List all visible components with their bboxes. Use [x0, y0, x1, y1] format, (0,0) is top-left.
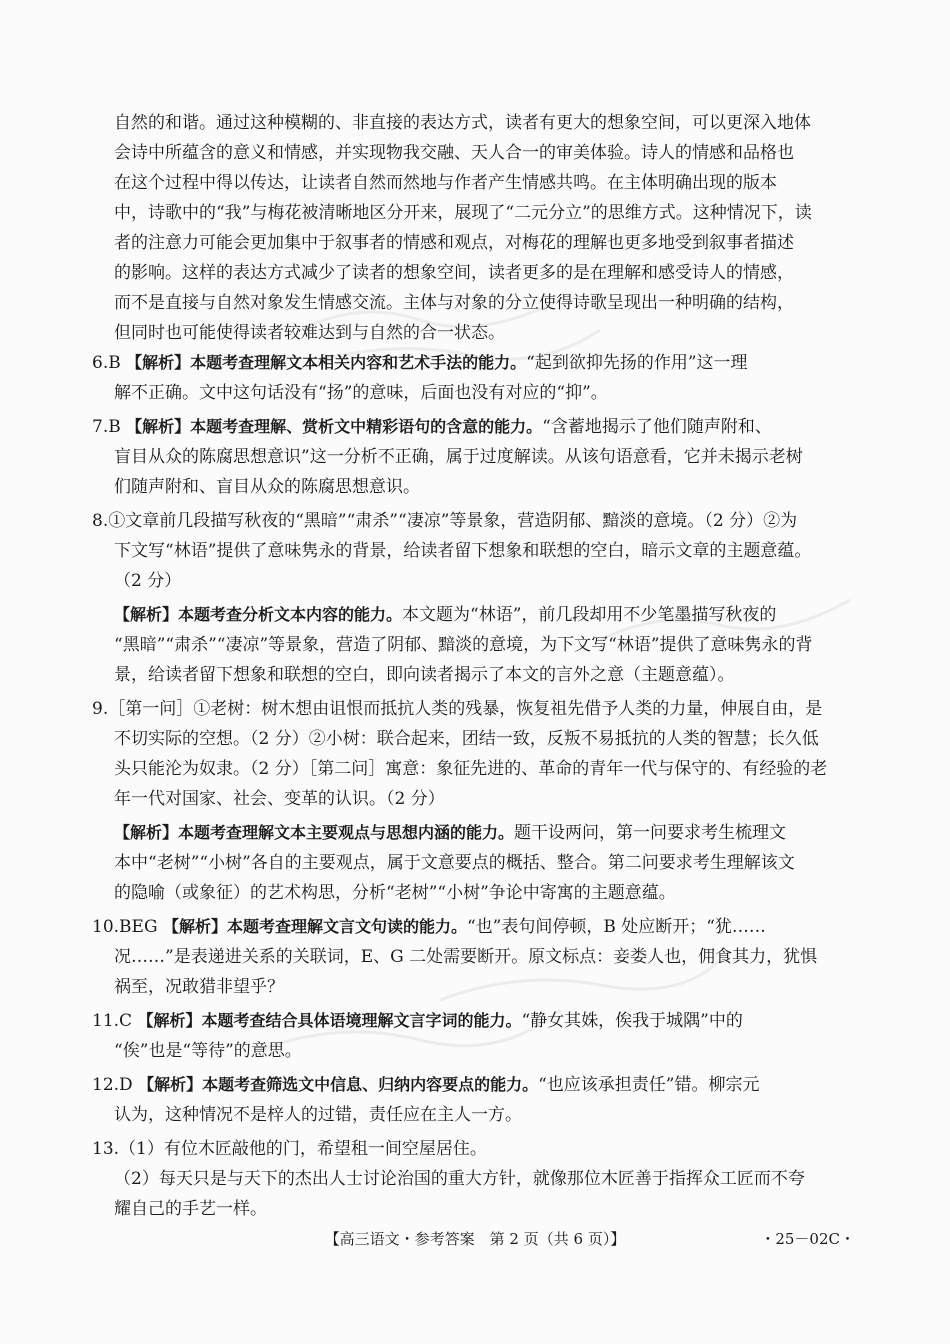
text-line: 但同时也可能使得读者较难达到与自然的合一状态。: [114, 323, 505, 343]
question-number: 8.: [92, 511, 109, 531]
footer-code: ・25－02C・: [760, 1230, 855, 1248]
text-line: （2 分）: [114, 571, 182, 591]
answer-text: （1）有位木匠敲他的门，希望租一间空屋居住。: [119, 1139, 487, 1159]
text-line: 盲目从众的陈腐思想意识”这一分析不正确，属于过度解读。从该句语意看，它并未揭示老树: [114, 447, 803, 467]
analysis-text: “也”表句间停顿，B 处应断开；“犹……: [466, 917, 766, 937]
question-number: 10.BEG: [92, 917, 158, 937]
page-footer: [0, 1224, 950, 1254]
question-number: 9.: [92, 699, 109, 719]
analysis-label: 【解析】本题考查筛选文中信息、归纳内容要点的能力。: [138, 1075, 539, 1094]
analysis-label: 【解析】本题考查理解文本相关内容和艺术手法的能力。: [126, 353, 527, 372]
text-line: 况……”是表递进关系的关联词，E、G 二处需要断开。原文标点：妾娄人也，佣食其力，犹惧: [114, 947, 818, 967]
question-number: 13.: [92, 1139, 120, 1159]
text-line: 在这个过程中得以传达，让读者自然而然地与作者产生情感共鸣。在主体明确出现的版本: [114, 173, 777, 193]
text-line: 不切实际的空想。（2 分）②小树：联合起来，团结一致，反叛不易抵抗的人类的智慧；长久低: [114, 729, 819, 749]
text-line: 会诗中所蕴含的意义和情感，并实现物我交融、天人合一的审美体验。诗人的情感和品格也: [114, 143, 794, 163]
answer-12: [92, 1070, 862, 1130]
continued-paragraph: [92, 108, 862, 348]
text-line: 而不是直接与自然对象发生情感交流。主体与对象的分立使得诗歌呈现出一种明确的结构，: [114, 293, 794, 313]
answer-8: [92, 506, 862, 690]
analysis-label: 【解析】本题考查理解、赏析文中精彩语句的含意的能力。: [126, 417, 543, 436]
analysis-label: 【解析】本题考查理解文本主要观点与思想内涵的能力。: [114, 823, 515, 842]
text-line: 年一代对国家、社会、变革的认识。（2 分）: [114, 789, 445, 809]
analysis-text: “静女其姝，俟我于城隅”中的: [521, 1011, 743, 1031]
text-line: 自然的和谐。通过这种模糊的、非直接的表达方式，读者有更大的想象空间，可以更深入地体: [114, 113, 811, 133]
text-line: 本中“老树”“小树”各自的主要观点，属于文意要点的概括、整合。第二问要求考生理解该文: [114, 853, 795, 873]
answer-13: [92, 1134, 862, 1224]
text-line: 祸至，况敢猎非望乎？: [114, 977, 284, 997]
question-number: 6.B: [92, 353, 121, 373]
text-line: “俟”也是“等待”的意思。: [114, 1041, 302, 1061]
analysis-text: 本文题为“林语”，前几段却用不少笔墨描写秋夜的: [402, 605, 777, 625]
text-line: （2）每天只是与天下的杰出人士讨论治国的重大方针，就像那位木匠善于指挥众工匠而不夸: [114, 1169, 805, 1189]
text-line: 耀自己的手艺一样。: [114, 1199, 267, 1219]
question-number: 12.D: [92, 1075, 133, 1095]
text-line: 中，诗歌中的“我”与梅花被清晰地区分开来，展现了“二元分立”的思维方式。这种情况下，读: [114, 203, 812, 223]
text-line: 的隐喻（或象征）的艺术构思，分析“老树”“小树”争论中寄寓的主题意蕴。: [114, 883, 676, 903]
text-line: 头只能沦为奴隶。（2 分）［第二问］寓意：象征先进的、革命的青年一代与保守的、有经验的老: [114, 759, 828, 779]
question-number: 7.B: [92, 417, 121, 437]
analysis-label: 【解析】本题考查分析文本内容的能力。: [114, 605, 403, 624]
footer-page-info: 【高三语文・参考答案 第 2 页（共 6 页）】: [324, 1230, 626, 1248]
text-line: 的影响。这样的表达方式减少了读者的想象空间，读者更多的是在理解和感受诗人的情感，: [114, 263, 794, 283]
text-line: 景，给读者留下想象和联想的空白，即向读者揭示了本文的言外之意（主题意蕴）。: [114, 665, 735, 685]
text-line: 们随声附和、盲目从众的陈腐思想意识。: [114, 477, 420, 497]
analysis-label: 【解析】本题考查理解文言文句读的能力。: [162, 917, 467, 936]
text-line: 者的注意力可能会更加集中于叙事者的情感和观点，对梅花的理解也更多地受到叙事者描述: [114, 233, 794, 253]
analysis-text: “起到欲抑先扬的作用”这一理: [526, 353, 748, 373]
answer-text: ①文章前几段描写秋夜的“黑暗”“肃杀”“凄凉”等景象，营造阴郁、黯淡的意境。（2 分）②为: [108, 511, 798, 531]
answer-11: [92, 1006, 862, 1066]
answer-10: [92, 912, 862, 1002]
analysis-text: 题干设两问，第一问要求考生梳理文: [514, 823, 787, 843]
question-number: 11.C: [92, 1011, 133, 1031]
analysis-text: “也应该承担责任”错。柳宗元: [538, 1075, 760, 1095]
text-line: 解不正确。文中这句话没有“扬”的意味，后面也没有对应的“抑”。: [114, 383, 608, 403]
text-line: 下文写“林语”提供了意味隽永的背景，给读者留下想象和联想的空白，暗示文章的主题意蕴。: [114, 541, 812, 561]
analysis-label: 【解析】本题考查结合具体语境理解文言字词的能力。: [137, 1011, 522, 1030]
answer-7: [92, 412, 862, 502]
answer-text: ［第一问］①老树：树木想由诅恨而抵抗人类的残暴，恢复祖先借予人类的力量，伸展自由，是: [108, 699, 823, 719]
answer-9: [92, 694, 862, 908]
answer-6: [92, 348, 862, 408]
text-line: 认为，这种情况不是梓人的过错，责任应在主人一方。: [114, 1105, 522, 1125]
text-line: “黑暗”“肃杀”“凄凉”等景象，营造了阴郁、黯淡的意境，为下文写“林语”提供了意味隽永的背: [114, 635, 813, 655]
answer-body: [92, 108, 862, 1224]
analysis-text: “含蓄地揭示了他们随声附和、: [542, 417, 772, 437]
